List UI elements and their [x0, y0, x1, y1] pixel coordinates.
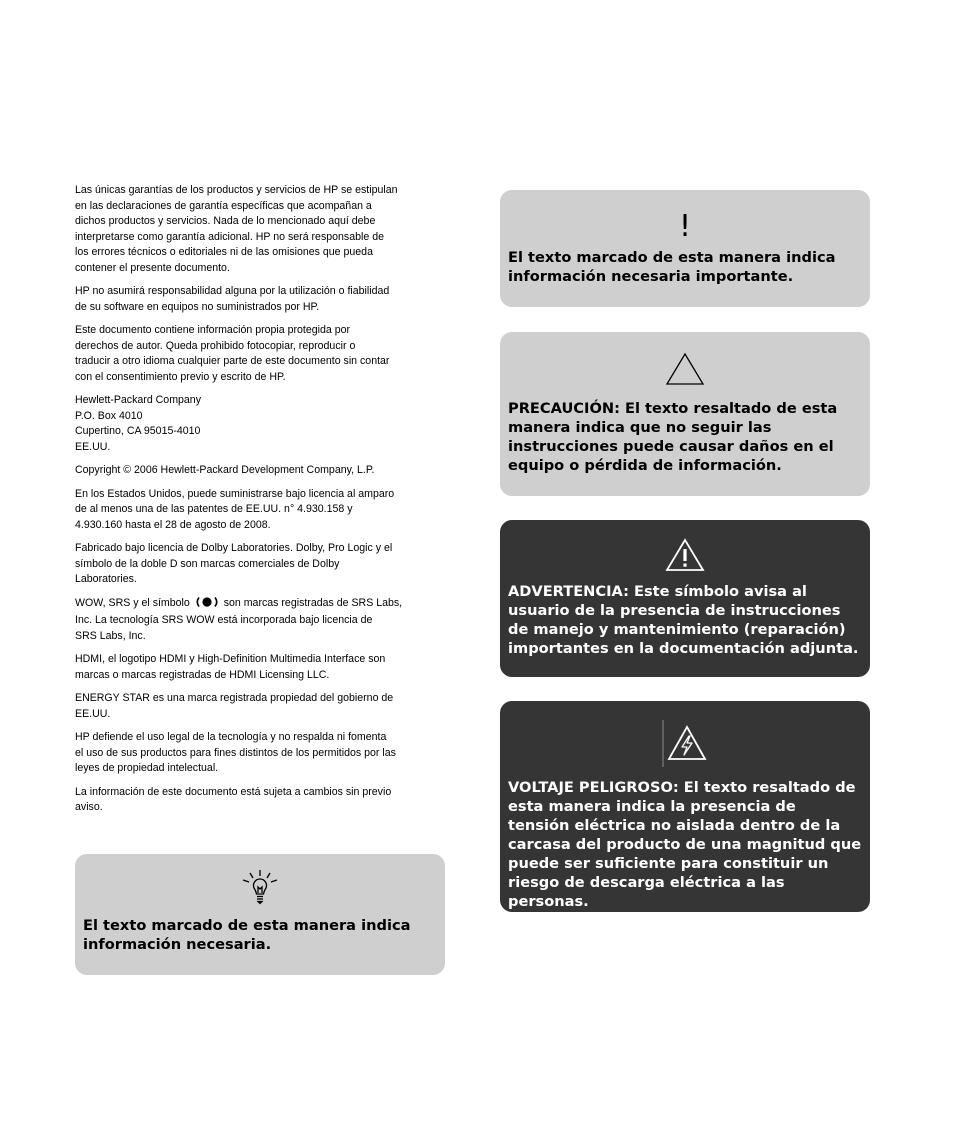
changes-paragraph: La información de este documento está sujeta a cambios sin previo aviso. [75, 785, 392, 813]
voltage-notice-box [500, 701, 870, 912]
lightbulb-icon [238, 868, 282, 908]
warning-notice-box [500, 520, 870, 677]
software-liability-paragraph: HP no asumirá responsabilidad alguna por la utilización o fiabilidad de su software en equipos no suministrados por HP. [75, 285, 390, 313]
legal-notice-column [75, 183, 445, 824]
patents-paragraph: En los Estados Unidos, puede suministrarse bajo licencia al amparo de al menos una de las patentes de EE.UU. n° 4.930.158 y 4.930.160 hasta el 28 de agosto de 2008. [75, 487, 395, 531]
tip-notice-box [75, 854, 445, 975]
dolby-paragraph: Fabricado bajo licencia de Dolby Laboratories. Dolby, Pro Logic y el símbolo de la doble D son marcas comerciales de Dolby Laboratories. [75, 542, 393, 585]
srs-logo-icon [194, 596, 220, 614]
warranty-paragraph: Las únicas garantías de los productos y servicios de HP se estipulan en las declaraciones de garantía específicas que acompañan a dichos productos y servicios. Nada de lo mencionado aquí debe interpretarse como garantía adicional. HP no será responsable de los errores técnicos o editoriales ni de las omisiones que pueda contener el presente documento. [75, 184, 398, 274]
company-address: Hewlett-Packard Company P.O. Box 4010 Cupertino, CA 95015-4010 EE.UU. [75, 394, 201, 453]
srs-text-after: son marcas registradas de SRS Labs, Inc. La tecnología SRS WOW está incorporada bajo licencia de SRS Labs, Inc. [75, 596, 403, 642]
important-text: El texto marcado de esta manera indica información necesaria importante. [508, 249, 836, 285]
triangle-outline-icon [665, 352, 705, 386]
voltage-text: VOLTAJE PELIGROSO: El texto resaltado de esta manera indica la presencia de tensión eléctrica no aislada dentro de la carcasa del producto de una magnitud que puede ser suficiente para constituir un riesgo de descarga eléctrica a las personas. [508, 779, 862, 910]
copyright-line: Copyright © 2006 Hewlett-Packard Development Company, L.P. [75, 464, 375, 476]
warning-text: ADVERTENCIA: Este símbolo avisa al usuario de la presencia de instrucciones de manejo y mantenimiento (reparación) importantes en la documentación adjunta. [508, 583, 859, 657]
energy-star-paragraph: ENERGY STAR es una marca registrada propiedad del gobierno de EE.UU. [75, 692, 394, 720]
high-voltage-icon [655, 719, 715, 769]
tip-text: El texto marcado de esta manera indica información necesaria. [83, 917, 411, 953]
caution-text: PRECAUCIÓN: El texto resaltado de esta manera indica que no seguir las instrucciones puede causar daños en el equipo o pérdida de información. [508, 400, 838, 474]
intellectual-property-paragraph: HP defiende el uso legal de la tecnología y no respalda ni fomenta el uso de sus productos para fines distintos de los permitidos por las leyes de propiedad intelectual. [75, 731, 396, 774]
srs-text-before: WOW, SRS y el símbolo [75, 596, 190, 609]
important-notice-box [500, 190, 870, 307]
copyright-protection-paragraph: Este documento contiene información propia protegida por derechos de autor. Queda prohibido fotocopiar, reproducir o traducir a otro idioma cualquier parte de este documento sin contar con el consentimiento previo y escrito de HP. [75, 324, 390, 383]
caution-notice-box [500, 332, 870, 496]
warning-triangle-icon [665, 538, 705, 572]
hdmi-paragraph: HDMI, el logotipo HDMI y High-Definition Multimedia Interface son marcas o marcas registradas de HDMI Licensing LLC. [75, 653, 386, 681]
exclamation-icon: ! [678, 209, 692, 244]
srs-paragraph [75, 596, 445, 645]
